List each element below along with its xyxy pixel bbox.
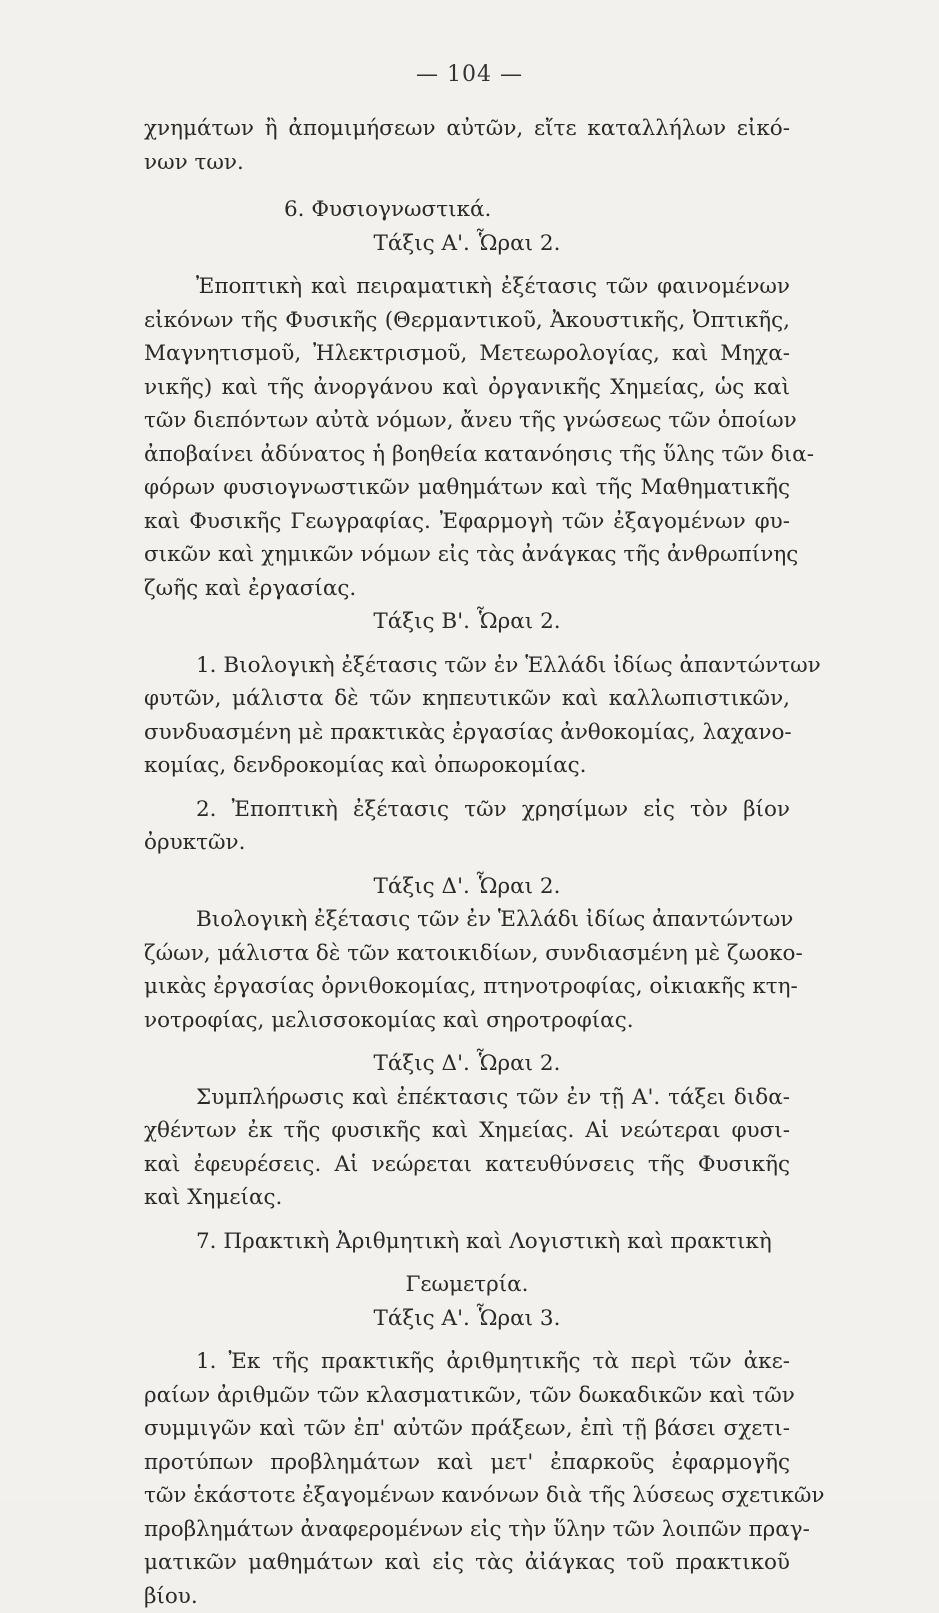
text-line: χνημάτων ἢ ἀπομιμήσεων αὐτῶν, εἴτε καταλλήλων εἰκό-: [144, 112, 790, 146]
text-line: Γεωμετρία.: [144, 1268, 790, 1302]
text-line: ὀρυκτῶν.: [144, 826, 790, 860]
paragraph: [144, 649, 790, 783]
text-line: Συμπλήρωσις καὶ ἐπέκτασις τῶν ἐν τῇ Α'. τάξει διδα-: [144, 1081, 790, 1115]
text-line: 6. Φυσιογνωστικά.: [144, 193, 790, 227]
paragraph: [144, 112, 790, 179]
text-line: Τάξις Δ'. Ὧραι 2.: [144, 870, 790, 904]
text-line: φόρων φυσιογνωστικῶν μαθημάτων καὶ τῆς Μαθηματικῆς: [144, 471, 790, 505]
paragraph: [144, 903, 790, 1037]
text-line: κομίας, δενδροκομίας καὶ ὀπωροκομίας.: [144, 749, 790, 783]
text-line: Τάξις Α'. Ὧραι 2.: [144, 227, 790, 261]
text-line: προτύπων προβλημάτων καὶ μετ' ἐπαρκοῦς ἐφαρμογῆς: [144, 1446, 790, 1480]
paragraph: [144, 793, 790, 860]
text-line: Μαγνητισμοῦ, Ἠλεκτρισμοῦ, Μετεωρολογίας, καὶ Μηχα-: [144, 337, 790, 371]
page-number: — 104 —: [0, 62, 939, 87]
text-line: συμμιγῶν καὶ τῶν ἐπ' αὐτῶν πράξεων, ἐπὶ τῇ βάσει σχετι-: [144, 1412, 790, 1446]
text-line: 2. Ἐποπτικὴ ἐξέτασις τῶν χρησίμων εἰς τὸν βίον: [144, 793, 790, 827]
text-line: συνδυασμένη μὲ πρακτικὰς ἐργασίας ἀνθοκομίας, λαχανο-: [144, 716, 790, 750]
text-line: καὶ Φυσικῆς Γεωγραφίας. Ἐφαρμογὴ τῶν ἐξαγομένων φυ-: [144, 505, 790, 539]
class-hours-heading: [144, 605, 790, 639]
text-line: Ἐποπτικὴ καὶ πειραματικὴ ἐξέτασις τῶν φαινομένων: [144, 270, 790, 304]
text-line: Τάξις Δ'. Ὧραι 2.: [144, 1047, 790, 1081]
text-line: καὶ ἐφευρέσεις. Αἱ νεώρεται κατευθύνσεις τῆς Φυσικῆς: [144, 1148, 790, 1182]
section-heading: [144, 193, 790, 227]
text-line: ζώων, μάλιστα δὲ τῶν κατοικιδίων, συνδιασμένη μὲ ζωοκο-: [144, 937, 790, 971]
class-hours-heading: [144, 1268, 790, 1302]
text-line: καὶ Χημείας.: [144, 1181, 790, 1215]
paragraph: [144, 270, 790, 605]
text-line: ἀποβαίνει ἀδύνατος ἡ βοηθεία κατανόησις τῆς ὕλης τῶν δια-: [144, 438, 790, 472]
text-line: 7. Πρακτικὴ Ἀριθμητικὴ καὶ Λογιστικὴ καὶ πρακτικὴ: [144, 1225, 790, 1259]
text-line: Τάξις Α'. Ὧραι 3.: [144, 1302, 790, 1336]
text-line: βίου.: [144, 1580, 790, 1613]
text-line: ραίων ἀριθμῶν τῶν κλασματικῶν, τῶν δωκαδικῶν καὶ τῶν: [144, 1379, 790, 1413]
class-hours-heading: [144, 1302, 790, 1336]
text-line: 1. Ἐκ τῆς πρακτικῆς ἀριθμητικῆς τὰ περὶ τῶν ἀκε-: [144, 1345, 790, 1379]
text-line: εἰκόνων τῆς Φυσικῆς (Θερμαντικοῦ, Ἀκουστικῆς, Ὀπτικῆς,: [144, 304, 790, 338]
paragraph: [144, 1081, 790, 1215]
text-line: φυτῶν, μάλιστα δὲ τῶν κηπευτικῶν καὶ καλλωπιστικῶν,: [144, 682, 790, 716]
text-line: Τάξις Β'. Ὧραι 2.: [144, 605, 790, 639]
paragraph: [144, 1225, 790, 1259]
text-line: νοτροφίας, μελισσοκομίας καὶ σηροτροφίας.: [144, 1004, 790, 1038]
text-line: χθέντων ἐκ τῆς φυσικῆς καὶ Χημείας. Αἱ νεώτεραι φυσι-: [144, 1114, 790, 1148]
body-text: [144, 112, 790, 1613]
text-line: τῶν διεπόντων αὐτὰ νόμων, ἄνευ τῆς γνώσεως τῶν ὁποίων: [144, 404, 790, 438]
class-hours-heading: [144, 227, 790, 261]
text-line: 1. Βιολογικὴ ἐξέτασις τῶν ἐν Ἑλλάδι ἰδίως ἀπαντώντων: [144, 649, 790, 683]
text-line: ματικῶν μαθημάτων καὶ εἰς τὰς ἀἰάγκας τοῦ πρακτικοῦ: [144, 1546, 790, 1580]
text-line: Βιολογικὴ ἐξέτασις τῶν ἐν Ἑλλάδι ἰδίως ἀπαντώντων: [144, 903, 790, 937]
paragraph: [144, 1345, 790, 1613]
class-hours-heading: [144, 1047, 790, 1081]
text-line: νικῆς) καὶ τῆς ἀνοργάνου καὶ ὀργανικῆς Χημείας, ὡς καὶ: [144, 371, 790, 405]
class-hours-heading: [144, 870, 790, 904]
text-line: μικὰς ἐργασίας ὀρνιθοκομίας, πτηνοτροφίας, οἰκιακῆς κτη-: [144, 970, 790, 1004]
text-line: νων των.: [144, 146, 790, 180]
text-line: ζωῆς καὶ ἐργασίας.: [144, 572, 790, 606]
text-line: σικῶν καὶ χημικῶν νόμων εἰς τὰς ἀνάγκας τῆς ἀνθρωπίνης: [144, 538, 790, 572]
text-line: τῶν ἑκάστοτε ἐξαγομένων κανόνων διὰ τῆς λύσεως σχετικῶν: [144, 1479, 790, 1513]
text-line: προβλημάτων ἀναφερομένων εἰς τὴν ὕλην τῶν λοιπῶν πραγ-: [144, 1513, 790, 1547]
